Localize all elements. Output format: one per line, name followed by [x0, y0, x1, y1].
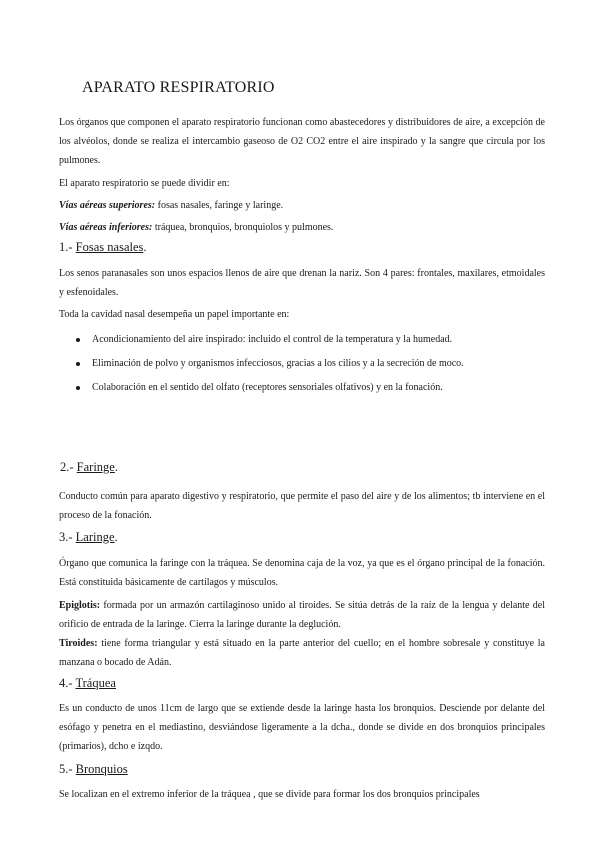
epiglotis-label: Epiglotis: — [59, 600, 101, 611]
section-heading-text: Faringe — [76, 460, 115, 474]
section-heading-text: Bronquios — [75, 762, 128, 776]
list-item: Acondicionamiento del aire inspirado: incluido el control de la temperatura y la humedad. — [59, 329, 545, 351]
section-heading-fosas-nasales: 1.- Fosas nasales. — [59, 240, 147, 254]
section-heading-bronquios: 5.- Bronquios — [59, 762, 128, 776]
list-item: Colaboración en el sentido del olfato (receptores sensoriales olfativos) y en la fonación. — [59, 377, 545, 399]
intro-paragraph: Los órganos que componen el aparato respiratorio funcionan como abastecedores y distribuidores de aire, a excepción de los alvéolos, donde se realiza el intercambio gaseoso de O2 CO2 entre el aire inspirado y la sangre que circula por los pulmones. — [59, 117, 545, 166]
lower-airways-text: tráquea, bronquios, bronquiolos y pulmones. — [152, 222, 334, 233]
bullet-icon — [76, 362, 80, 366]
fosas-paragraph-2: Toda la cavidad nasal desempeña un papel importante en: — [59, 309, 290, 320]
lower-airways-line — [59, 218, 545, 237]
traquea-paragraph: Es un conducto de unos 11cm de largo que se extiende desde la laringe hasta los bronquios. Desciende por delante del esófago y penetra en el mediastino, desviándose ligeramente a la dcha., donde se divide en dos bronquios principales (primarios), dcho e izqdo. — [59, 703, 545, 752]
tiroides-label: Tiroides: — [59, 638, 98, 649]
list-item: Eliminación de polvo y organismos infecciosos, gracias a los cilios y a la secreción de moco. — [59, 353, 545, 375]
upper-airways-text: fosas nasales, faringe y laringe. — [155, 200, 284, 211]
section-heading-text: Tráquea — [75, 676, 116, 690]
page-title: APARATO RESPIRATORIO — [82, 79, 275, 96]
division-paragraph: El aparato respiratorio se puede dividir en: — [59, 178, 230, 189]
faringe-paragraph: Conducto común para aparato digestivo y respiratorio, que permite el paso del aire y de los alimentos; tb interviene en el proceso de la fonación. — [59, 491, 545, 521]
section-heading-text: Fosas nasales — [75, 240, 144, 254]
fosas-bullet-list — [59, 329, 545, 401]
laringe-paragraph: Órgano que comunica la faringe con la tráquea. Se denomina caja de la voz, ya que es el órgano principal de la fonación. Está constituida básicamente de cartílagos y músculos. — [59, 558, 545, 588]
section-heading-faringe: 2.- Faringe. — [60, 460, 118, 474]
fosas-paragraph-1: Los senos paranasales son unos espacios llenos de aire que drenan la nariz. Son 4 pares: frontales, maxilares, etmoidales y esfenoidales. — [59, 268, 545, 298]
tiroides-paragraph: Tiroides: tiene forma triangular y está situado en la parte anterior del cuello; en el hombre sobresale y constituye la manzana o bocado de Adán. — [59, 638, 545, 668]
bullet-icon — [76, 386, 80, 390]
epiglotis-paragraph: Epiglotis: formada por un armazón cartilaginoso unido al tiroides. Se sitúa detrás de la raíz de la lengua y delante del orificio de entrada de la laringe. Cierra la laringe durante la deglución. — [59, 600, 545, 630]
section-heading-text: Laringe — [75, 530, 115, 544]
bullet-icon — [76, 338, 80, 342]
upper-airways-line — [59, 196, 545, 215]
lower-airways-label: Vías aéreas inferiores: — [59, 222, 153, 233]
section-heading-laringe: 3.- Laringe. — [59, 530, 118, 544]
upper-airways-label: Vías aéreas superiores: — [59, 200, 156, 211]
bronquios-paragraph: Se localizan en el extremo inferior de la tráquea , que se divide para formar los dos bronquios principales — [59, 789, 480, 800]
section-heading-traquea: 4.- Tráquea — [59, 676, 116, 690]
